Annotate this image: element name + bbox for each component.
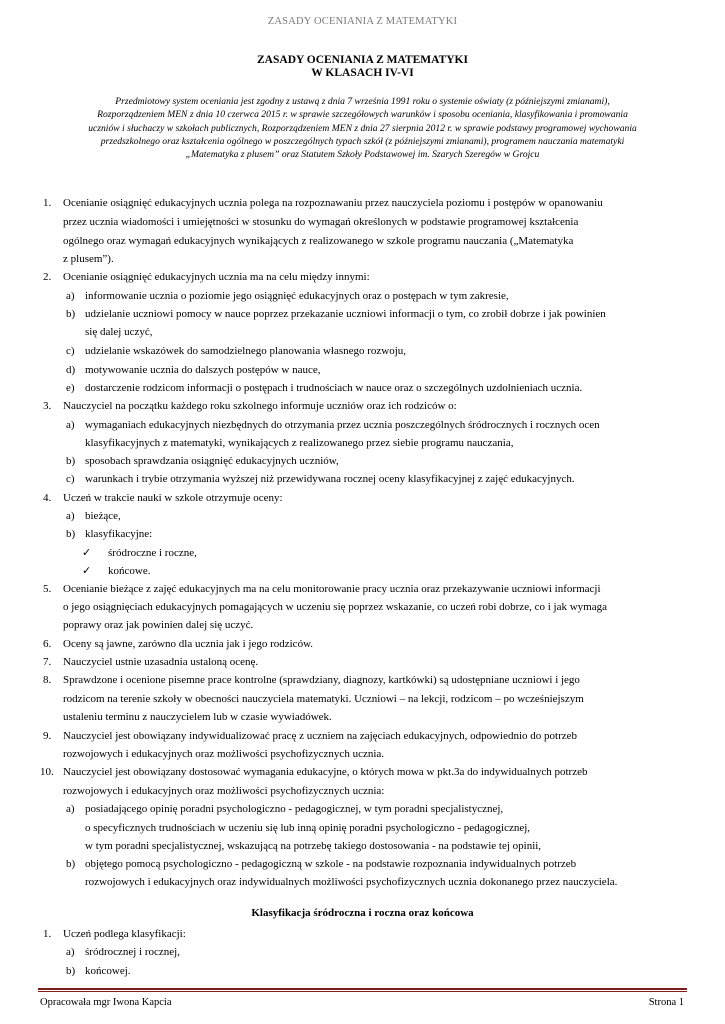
list-item-text: śródroczne i roczne, [108, 547, 197, 559]
list-item-text: udzielanie uczniowi pomocy w nauce poprzez przekazanie uczniowi informacji o tym, co zrobił dobrze i jak powinien [85, 308, 606, 320]
list-item-text: warunkach i trybie otrzymania wyższej niż przewidywana rocznej oceny klasyfikacyjnej z zajęć edukacyjnych. [85, 473, 575, 485]
list-item-text: klasyfikacyjnych z matematyki, wynikających z realizowanego przez siebie programu nauczania, [85, 437, 514, 449]
list-marker: 5. [43, 583, 52, 595]
intro-line: Rozporządzeniem MEN z dnia 10 czerwca 2015 r. w sprawie szczegółowych warunków i sposobu oceniania, klasyfikowania i promowania [97, 109, 628, 121]
list-item-text: bieżące, [85, 510, 121, 522]
list-item-text: poprawy oraz jak powinien dalej się uczyć. [63, 619, 254, 631]
list-item-text: o specyficznych trudnościach w uczeniu się lub inną opinię poradni psychologiczno - pedagogicznej, [85, 822, 531, 834]
list-marker: a) [66, 419, 75, 431]
list-marker: 9. [43, 730, 52, 742]
list-item-text: śródrocznej i rocznej, [85, 946, 180, 958]
footer-page-number: Strona 1 [648, 997, 684, 1008]
list-item-text: Uczeń podlega klasyfikacji: [63, 928, 186, 940]
intro-line: „Matematyka z plusem” oraz Statutem Szkoły Podstawowej im. Szarych Szeregów w Grojcu [185, 149, 540, 161]
list-item-text: w tym poradni specjalistycznej, wskazującą na potrzebę takiego dostosowania - na podstawie tej opinii, [85, 840, 542, 852]
list-item-text: o jego osiągnięciach edukacyjnych pomagających w uczeniu się poprzez wskazanie, co uczeń robi dobrze, co i jak wymaga [63, 601, 607, 613]
list-marker: 8. [43, 674, 52, 686]
intro-paragraph [60, 95, 665, 161]
list-item-text: dostarczenie rodzicom informacji o postępach i trudnościach w nauce oraz o szczególnych uzdolnieniach ucznia. [85, 382, 583, 394]
section-heading: Klasyfikacja śródroczna i roczna oraz końcowa [251, 907, 474, 919]
list-marker: 2. [43, 271, 52, 283]
list-item-text: informowanie ucznia o poziomie jego osiągnięć edukacyjnych oraz o postępach w tym zakresie, [85, 290, 509, 302]
list-marker: 3. [43, 400, 52, 412]
list-marker: 10. [40, 766, 54, 778]
list-item-text: Nauczyciel jest obowiązany indywidualizować pracę z uczniem na zajęciach edukacyjnych, odpowiednio do potrzeb [63, 730, 578, 742]
list-marker: 1. [43, 197, 52, 209]
footer-rule-thin [38, 991, 687, 992]
list-marker: b) [66, 308, 76, 320]
running-header: ZASADY OCENIANIA Z MATEMATYKI [267, 16, 458, 27]
checkmark-icon: ✓ [82, 564, 92, 577]
list-marker: c) [66, 345, 75, 357]
list-marker: 4. [43, 492, 52, 504]
list-item-text: ustaleniu terminu z nauczycielem lub w czasie wywiadówek. [63, 711, 332, 723]
footer-rule [38, 988, 687, 990]
list-item-text: rozwojowych i edukacyjnych oraz możliwości psychofizycznych ucznia. [63, 748, 385, 760]
intro-line: przedszkolnego oraz kształcenia ogólnego w poszczególnych typach szkół (z późniejszymi zmianami), programem nauczania matematyki [100, 135, 625, 147]
list-item-text: posiadającego opinię poradni psychologiczno - pedagogicznej, w tym poradni specjalistycznej, [85, 803, 504, 815]
title-line-1: ZASADY OCENIANIA Z MATEMATYKI [257, 54, 468, 66]
list-marker: c) [66, 473, 75, 485]
list-marker: e) [66, 382, 75, 394]
list-item-text: Sprawdzone i ocenione pisemne prace kontrolne (sprawdziany, diagnozy, kartkówki) są udostępniane uczniowi i jego [63, 674, 580, 686]
list-marker: d) [66, 364, 76, 376]
document-title [0, 54, 725, 80]
title-line-2: W KLASACH IV-VI [311, 67, 414, 79]
list-item-text: Ocenianie osiągnięć edukacyjnych ucznia ma na celu między innymi: [63, 271, 370, 283]
list-item-text: Nauczyciel na początku każdego roku szkolnego informuje uczniów oraz ich rodziców o: [63, 400, 457, 412]
list-marker: a) [66, 946, 75, 958]
list-marker: a) [66, 510, 75, 522]
list-item-text: rozwojowych i edukacyjnych oraz możliwości psychofizycznych ucznia: [63, 785, 385, 797]
list-marker: 6. [43, 638, 52, 650]
list-item-text: rozwojowych i edukacyjnych oraz indywidualnych możliwości psychofizycznych ucznia dokonanego przez nauczyciela. [85, 876, 618, 888]
list-item-text: przez ucznia wiadomości i umiejętności w stosunku do wymagań określonych w podstawie programowej kształcenia [63, 216, 579, 228]
list-item-text: Oceny są jawne, zarówno dla ucznia jak i jego rodziców. [63, 638, 314, 650]
list-item-text: rodzicom na terenie szkoły w obecności nauczyciela matematyki. Uczniowi – na lekcji, rodzicom – po wcześniejszym [63, 693, 584, 705]
list-marker: 7. [43, 656, 52, 668]
list-item-text: Nauczyciel jest obowiązany dostosować wymagania edukacyjne, o których mowa w pkt.3a do indywidualnych potrzeb [63, 766, 588, 778]
list-item-text: z plusem”). [63, 253, 114, 265]
list-item-text: końcowe. [108, 565, 151, 577]
list-item-text: motywowanie ucznia do dalszych postępów w nauce, [85, 364, 321, 376]
list-item-text: się dalej uczyć, [85, 326, 153, 338]
intro-line: uczniów i słuchaczy w szkołach publicznych, Rozporządzeniem MEN z dnia 27 sierpnia 2012 r. w sprawie podstawy programowej wychowania [88, 122, 637, 134]
checkmark-icon: ✓ [82, 546, 92, 559]
list-marker: b) [66, 455, 76, 467]
list-marker: b) [66, 965, 76, 977]
list-item-text: końcowej. [85, 965, 131, 977]
footer-author: Opracowała mgr Iwona Kapcia [40, 997, 172, 1008]
list-item-text: objętego pomocą psychologiczno - pedagogiczną w szkole - na podstawie rozpoznania indywidualnych potrzeb [85, 858, 577, 870]
list-item-text: ogólnego oraz wymagań edukacyjnych wynikających z realizowanego w szkole programu nauczania („Matematyka [63, 235, 574, 247]
list-item-text: Ocenianie bieżące z zajęć edukacyjnych ma na celu monitorowanie pracy ucznia oraz przekazywanie uczniowi informacji [63, 583, 601, 595]
list-marker: b) [66, 528, 76, 540]
list-item-text: wymaganiach edukacyjnych niezbędnych do otrzymania przez ucznia poszczególnych śródrocznych i rocznych ocen [85, 419, 600, 431]
list-marker: a) [66, 290, 75, 302]
list-item-text: Ocenianie osiągnięć edukacyjnych ucznia polega na rozpoznawaniu przez nauczyciela poziomu i postępów w opanowaniu [63, 197, 603, 209]
list-marker: a) [66, 803, 75, 815]
intro-line: Przedmiotowy system oceniania jest zgodny z ustawą z dnia 7 września 1991 roku o systemie oświaty (z późniejszymi zmianami), [115, 96, 610, 107]
list-item-text: Nauczyciel ustnie uzasadnia ustaloną ocenę. [63, 656, 259, 668]
list-item-text: udzielanie wskazówek do samodzielnego planowania własnego rozwoju, [85, 345, 407, 357]
list-marker: b) [66, 858, 76, 870]
list-item-text: Uczeń w trakcie nauki w szkole otrzymuje oceny: [63, 492, 283, 504]
list-marker: 1. [43, 928, 52, 940]
list-item-text: sposobach sprawdzania osiągnięć edukacyjnych uczniów, [85, 455, 339, 467]
list-item-text: klasyfikacyjne: [85, 528, 153, 540]
